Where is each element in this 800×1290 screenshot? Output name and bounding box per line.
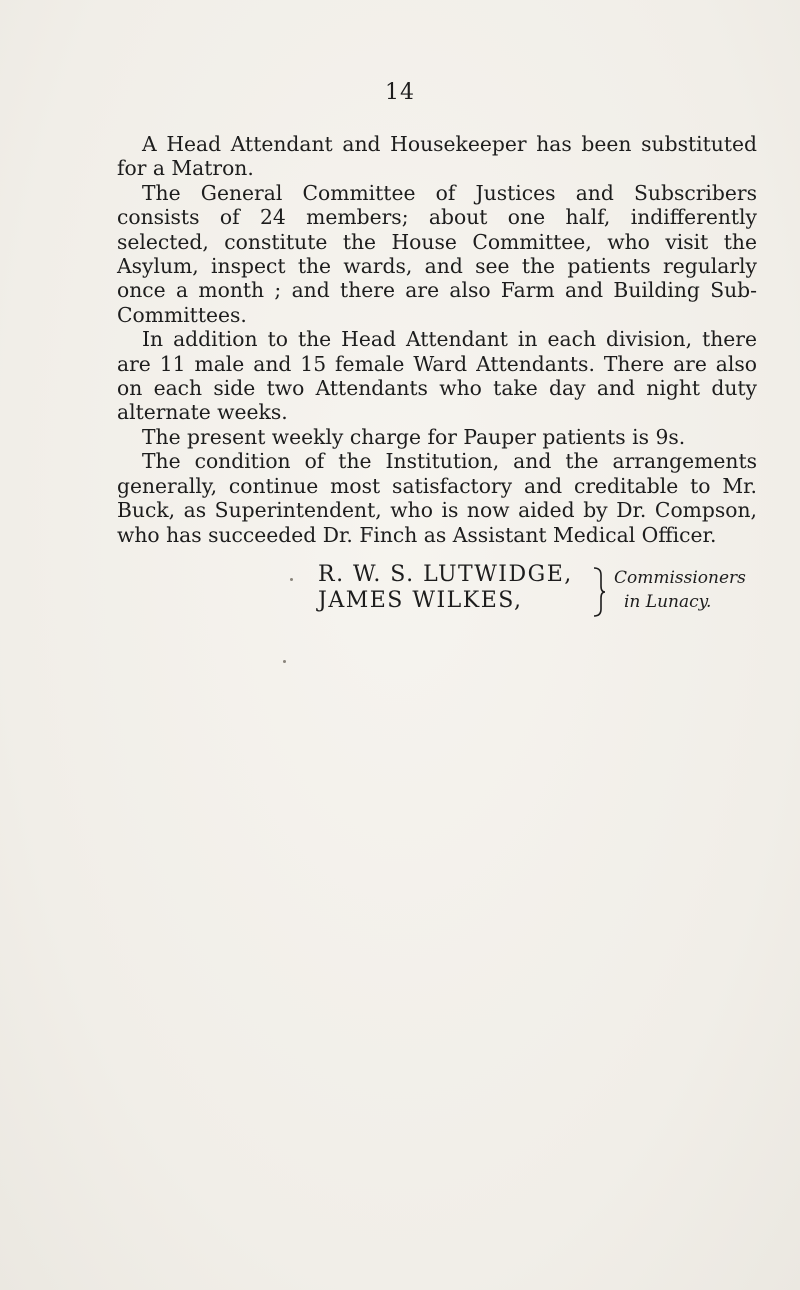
signatory-names (318, 562, 573, 614)
role-in-lunacy: in Lunacy. (624, 592, 712, 612)
paragraph-matron: A Head Attendant and Housekeeper has been substituted for a Matron. (117, 132, 757, 181)
right-brace-icon (592, 566, 606, 618)
paragraph-attendants: In addition to the Head Attendant in each division, there are 11 male and 15 female Ward Attendants. There are also on each side two Attendants who take day and night duty alternate weeks. (117, 327, 757, 425)
signatory-wilkes: JAMES WILKES, (318, 588, 523, 613)
body-text (117, 132, 757, 547)
paragraph-weekly-charge: The present weekly charge for Pauper patients is 9s. (142, 424, 686, 449)
signature-block (0, 560, 800, 630)
signatory-lutwidge: R. W. S. LUTWIDGE, (318, 562, 573, 587)
ink-speck (290, 578, 293, 581)
page-number: 14 (385, 80, 415, 105)
signatory-role (614, 566, 746, 614)
paragraph-condition: The condition of the Institution, and the arrangements generally, continue most satisfactory and creditable to Mr. Buck, as Superintendent, who is now aided by Dr. Compson, who has succeeded Dr. Finch as Assistant Medical Officer. (117, 449, 757, 547)
paragraph-committee: The General Committee of Justices and Subscribers consists of 24 members; about one half, indifferently selected, constitute the House Committee, who visit the Asylum, inspect the wards, and see the patients regularly once a month ; and there are also Farm and Building Sub-Committees. (117, 180, 757, 327)
ink-speck (283, 660, 286, 663)
role-commissioners: Commissioners (614, 568, 746, 588)
